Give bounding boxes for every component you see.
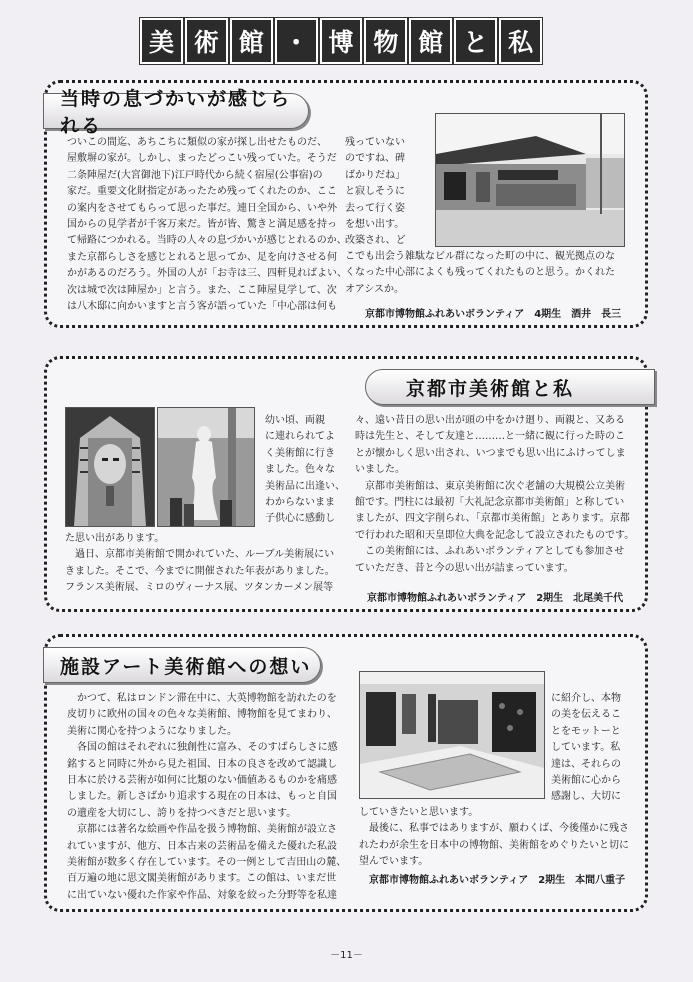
text-line: していきたいと思います。 bbox=[359, 807, 479, 818]
text-line: 過日、京都市美術館で開かれていた、ルーブル美術展にい bbox=[65, 549, 335, 561]
section-2-panel bbox=[44, 356, 648, 612]
section-3-left-text bbox=[67, 691, 359, 904]
text-line: この美術館には、ふれあいボランティアとしても参加させ bbox=[355, 546, 625, 558]
section-2-right-text bbox=[355, 413, 639, 577]
tutankhamun-mask-photo bbox=[65, 407, 155, 527]
text-line: 屋敷塀の家が。しかし、まったどっこい残っていた。そうだ bbox=[67, 153, 337, 165]
text-line: 達は、それらの bbox=[551, 758, 621, 770]
text-line: に紹介し、本物 bbox=[551, 693, 621, 704]
banner-char: 美 bbox=[140, 18, 183, 64]
section-1-title: 当時の息づかいが感じられる bbox=[43, 93, 309, 129]
text-line: て帰路につかれる。当時の人々の息づかいが感じとれるのか、 bbox=[67, 235, 347, 247]
text-line: 時は先生と、そして友達と………と一緒に観に行った時のこ bbox=[355, 431, 625, 443]
section-3-title: 施設アート美術館への想い bbox=[43, 647, 321, 683]
text-line: 美術品に出逢い、 bbox=[265, 480, 345, 492]
text-line: れたわが余生を日本中の博物館、美術館をめぐりたいと切に bbox=[359, 839, 629, 851]
text-line: 去って行く姿 bbox=[345, 202, 405, 214]
section-3-right-short-text bbox=[551, 691, 635, 806]
text-line: ついこの間迄、あちこちに類似の家が探し出せたものだ、 bbox=[67, 137, 327, 148]
section-1-signature: 京都市博物館ふれあいボランティア 4期生 酒井 長三 bbox=[365, 309, 622, 320]
text-line: 残っていない bbox=[345, 137, 405, 148]
text-line: 望んでいます。 bbox=[359, 856, 429, 868]
jinya-building-photo bbox=[435, 113, 625, 247]
banner-char: 私 bbox=[499, 18, 542, 64]
text-line: しています。私 bbox=[551, 742, 621, 754]
text-line: 最後に、私事ではありますが、願わくば、今後僅かに残さ bbox=[359, 823, 629, 835]
section-3-signature: 京都市博物館ふれあいボランティア 2期生 本間八重子 bbox=[369, 875, 626, 886]
page-number: －11－ bbox=[330, 950, 363, 961]
text-line: かがあるのだろう。外国の人が「お寺は三、四軒見ればよい、 bbox=[67, 268, 347, 280]
text-line: は八木邸に向かいますと言う客が語っていた「中心部は何も bbox=[67, 301, 337, 313]
text-line: 感謝し、大切に bbox=[551, 791, 621, 803]
banner-char: と bbox=[454, 18, 497, 64]
section-2-left-short-text bbox=[265, 413, 345, 528]
text-line: と寂しそうに bbox=[345, 186, 405, 198]
section-2-title: 京都市美術館と私 bbox=[365, 369, 655, 405]
text-line: 二条陣屋だ(大宮御池下)江戸時代から続く宿屋(公事宿)の bbox=[67, 169, 323, 181]
text-line: オアシスか。 bbox=[345, 283, 404, 295]
text-line: 子供心に感動し bbox=[265, 513, 335, 525]
text-line: に連れられてよ bbox=[265, 431, 335, 443]
text-line: こでも出会う雑駄なビル群になった町の中に、観光拠点のな bbox=[345, 251, 615, 262]
text-line: を想い出す。 bbox=[345, 219, 405, 231]
text-line: の遺産を大切にし、誇りを持つべきだと思います。 bbox=[67, 807, 297, 819]
museum-exhibit-photo bbox=[359, 671, 545, 799]
section-2-left-full-text bbox=[65, 531, 349, 597]
text-line: しました。新しさばかり追求する現在の日本は、もっと自国 bbox=[67, 791, 337, 803]
section-1-right-short-text bbox=[345, 135, 427, 250]
text-line: 改築され、ど bbox=[345, 235, 406, 247]
text-line: 銘すると同時に外から見た祖国、日本の良さを改めて認識し bbox=[67, 758, 337, 770]
text-line: の美を伝えるこ bbox=[551, 709, 621, 721]
text-line: た思い出があります。 bbox=[65, 533, 165, 544]
venus-de-milo-photo bbox=[157, 407, 255, 527]
text-line: とをモットーと bbox=[551, 725, 621, 737]
text-line: で行われた昭和天皇即位大典を記念して設立されたものです。 bbox=[355, 529, 635, 541]
text-line: 京都には著名な絵画や作品を扱う博物館、美術館が設立さ bbox=[67, 824, 337, 836]
text-line: 日本に於ける芸術が如何に比類のない価値あるものかを痛感 bbox=[67, 775, 337, 787]
section-3-right-full-text bbox=[359, 805, 639, 871]
section-3-panel bbox=[44, 634, 648, 912]
text-line: また京都らしさを感じとれると思ってか、足を向けさせる何 bbox=[67, 251, 337, 263]
text-line: 国からの見学者が千客万来だ。皆が皆、驚きと満足感を持っ bbox=[67, 219, 337, 231]
text-line: いました。 bbox=[355, 464, 405, 476]
text-line: わからないまま bbox=[265, 497, 335, 509]
text-line: れていますが、他方、日本古来の芸術品を備えた優れた私設 bbox=[67, 840, 337, 852]
text-line: 皮切りに欧州の国々の色々な美術館、博物館を見てまわり、 bbox=[67, 709, 337, 721]
text-line: ばかりだね」 bbox=[345, 169, 405, 181]
text-line: に出ていない優れた作家や作品、対象を絞った分野等を私達 bbox=[67, 889, 337, 901]
banner-char: 物 bbox=[364, 18, 407, 64]
text-line: 各国の館はそれぞれに独創性に富み、そのすばらしさに感 bbox=[67, 742, 338, 754]
section-1-left-text bbox=[67, 135, 359, 315]
text-line: 家だ。重要文化財指定があったため残ってくれたのか、ここ bbox=[67, 186, 337, 198]
banner-char: 館 bbox=[230, 18, 273, 64]
text-line: の案内をさせてもらって思った事だ。連日全国から、いや外 bbox=[67, 202, 337, 214]
section-1-panel bbox=[44, 80, 648, 328]
text-line: フランス美術展、ミロのヴィーナス展、ツタンカーメン展等 bbox=[65, 582, 334, 594]
page-title-banner bbox=[140, 18, 542, 64]
text-line: きました。そこで、今までに開催された年表がありました。 bbox=[65, 565, 335, 577]
text-line: 幼い頃、両親 bbox=[265, 415, 325, 426]
text-line: ました。色々な bbox=[265, 464, 335, 476]
banner-char: 術 bbox=[185, 18, 228, 64]
text-line: のですね、碑 bbox=[345, 153, 405, 165]
text-line: 美術館に心から bbox=[551, 775, 621, 787]
text-line: ていただき、昔と今の思い出が詰まっています。 bbox=[355, 562, 574, 574]
text-line: とが懐かしく思い出され、いつまでも思い出にふけってしま bbox=[355, 447, 626, 459]
text-line: 々、遠い昔日の思い出が頭の中をかけ廻り、両親と、又ある bbox=[355, 415, 625, 426]
section-1-right-full-text bbox=[345, 249, 631, 298]
text-line: くなった中心部によくも残ってくれたものと思う。かくれた bbox=[345, 267, 615, 279]
text-line: 京都市美術館は、東京美術館に次ぐ老舗の大規模公立美術 bbox=[355, 480, 625, 492]
text-line: 美術館が数多く存在しています。その一例として吉田山の麓、 bbox=[67, 857, 347, 869]
text-line: 百万遍の地に思文閣美術館があります。この館は、いまだ世 bbox=[67, 873, 337, 885]
text-line: ましたが、四文字削られ、「京都市美術館」とあります。京都 bbox=[355, 513, 630, 525]
text-line: 館です。門柱には最初「大礼記念京都市美術館」と称してい bbox=[355, 497, 625, 509]
text-line: く美術館に行き bbox=[265, 447, 335, 459]
banner-char: 館 bbox=[409, 18, 452, 64]
banner-char: 博 bbox=[320, 18, 363, 64]
banner-char: ・ bbox=[275, 18, 318, 64]
text-line: 次は城で次は陣屋か」と言う。また、ここ陣屋見学して、次 bbox=[67, 284, 337, 296]
text-line: かつて、私はロンドン滞在中に、大英博物館を訪れたのを bbox=[67, 693, 337, 704]
text-line: 美術に関心を持つようになりました。 bbox=[67, 725, 237, 737]
section-2-signature: 京都市博物館ふれあいボランティア 2期生 北尾美千代 bbox=[367, 593, 624, 604]
